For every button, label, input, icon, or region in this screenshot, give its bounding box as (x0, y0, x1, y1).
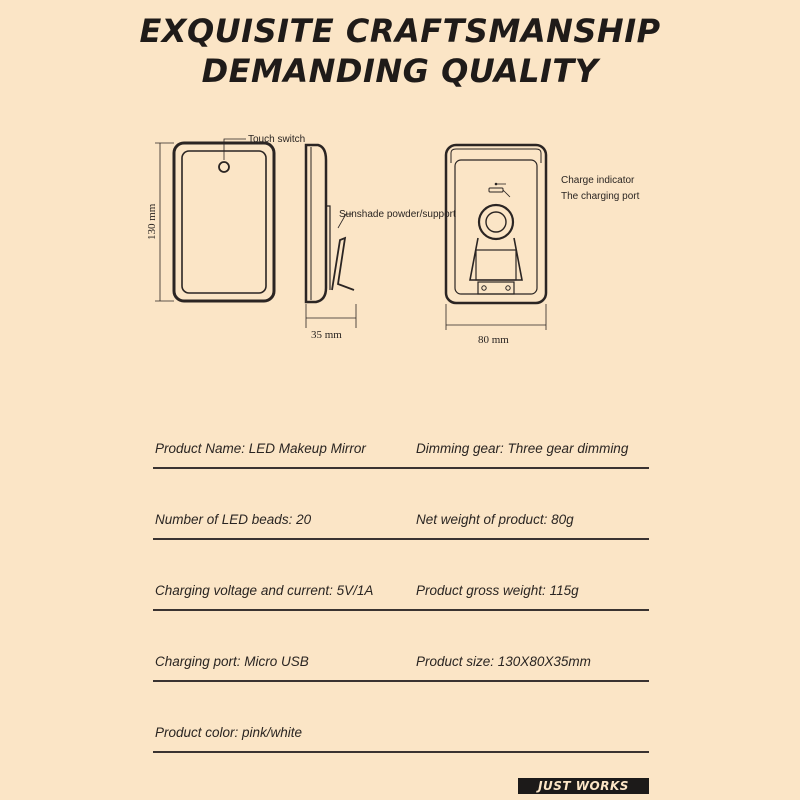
spec-product-name: Product Name: LED Makeup Mirror (155, 441, 366, 456)
height-dimension-label: 130 mm (146, 203, 158, 240)
width-dimension (446, 304, 546, 330)
spec-dimming-gear: Dimming gear: Three gear dimming (416, 441, 629, 456)
row-divider (153, 609, 649, 611)
spec-gross-weight: Product gross weight: 115g (416, 583, 579, 598)
front-view (174, 139, 274, 301)
spec-charging-port: Charging port: Micro USB (155, 654, 309, 669)
spec-product-color: Product color: pink/white (155, 725, 303, 740)
spec-led-beads: Number of LED beads: 20 (155, 512, 312, 527)
row-divider (153, 751, 649, 753)
spec-charging-voltage: Charging voltage and current: 5V/1A (155, 583, 374, 598)
sunshade-support-label: Sunshade powder/support (339, 209, 456, 220)
width-dimension-label: 80 mm (478, 334, 509, 346)
headline-line-2: DEMANDING QUALITY (201, 52, 599, 90)
touch-switch-label: Touch switch (248, 134, 306, 145)
row-divider (153, 467, 649, 469)
charging-port-icon (489, 188, 503, 192)
touch-switch-icon (219, 162, 229, 172)
spec-net-weight: Net weight of product: 80g (416, 512, 574, 527)
charging-port-label: The charging port (561, 191, 640, 202)
side-view (306, 145, 354, 302)
charge-indicator-label: Charge indicator (561, 175, 635, 186)
headline-line-1: EXQUISITE CRAFTSMANSHIP (139, 12, 661, 50)
brand-logo: JUST WORKS (518, 778, 649, 794)
row-divider (153, 538, 649, 540)
depth-dimension (306, 304, 356, 328)
row-divider (153, 680, 649, 682)
spec-product-size: Product size: 130X80X35mm (416, 654, 591, 669)
back-view (446, 145, 546, 303)
product-dimension-diagram (0, 120, 800, 360)
depth-dimension-label: 35 mm (311, 329, 342, 341)
